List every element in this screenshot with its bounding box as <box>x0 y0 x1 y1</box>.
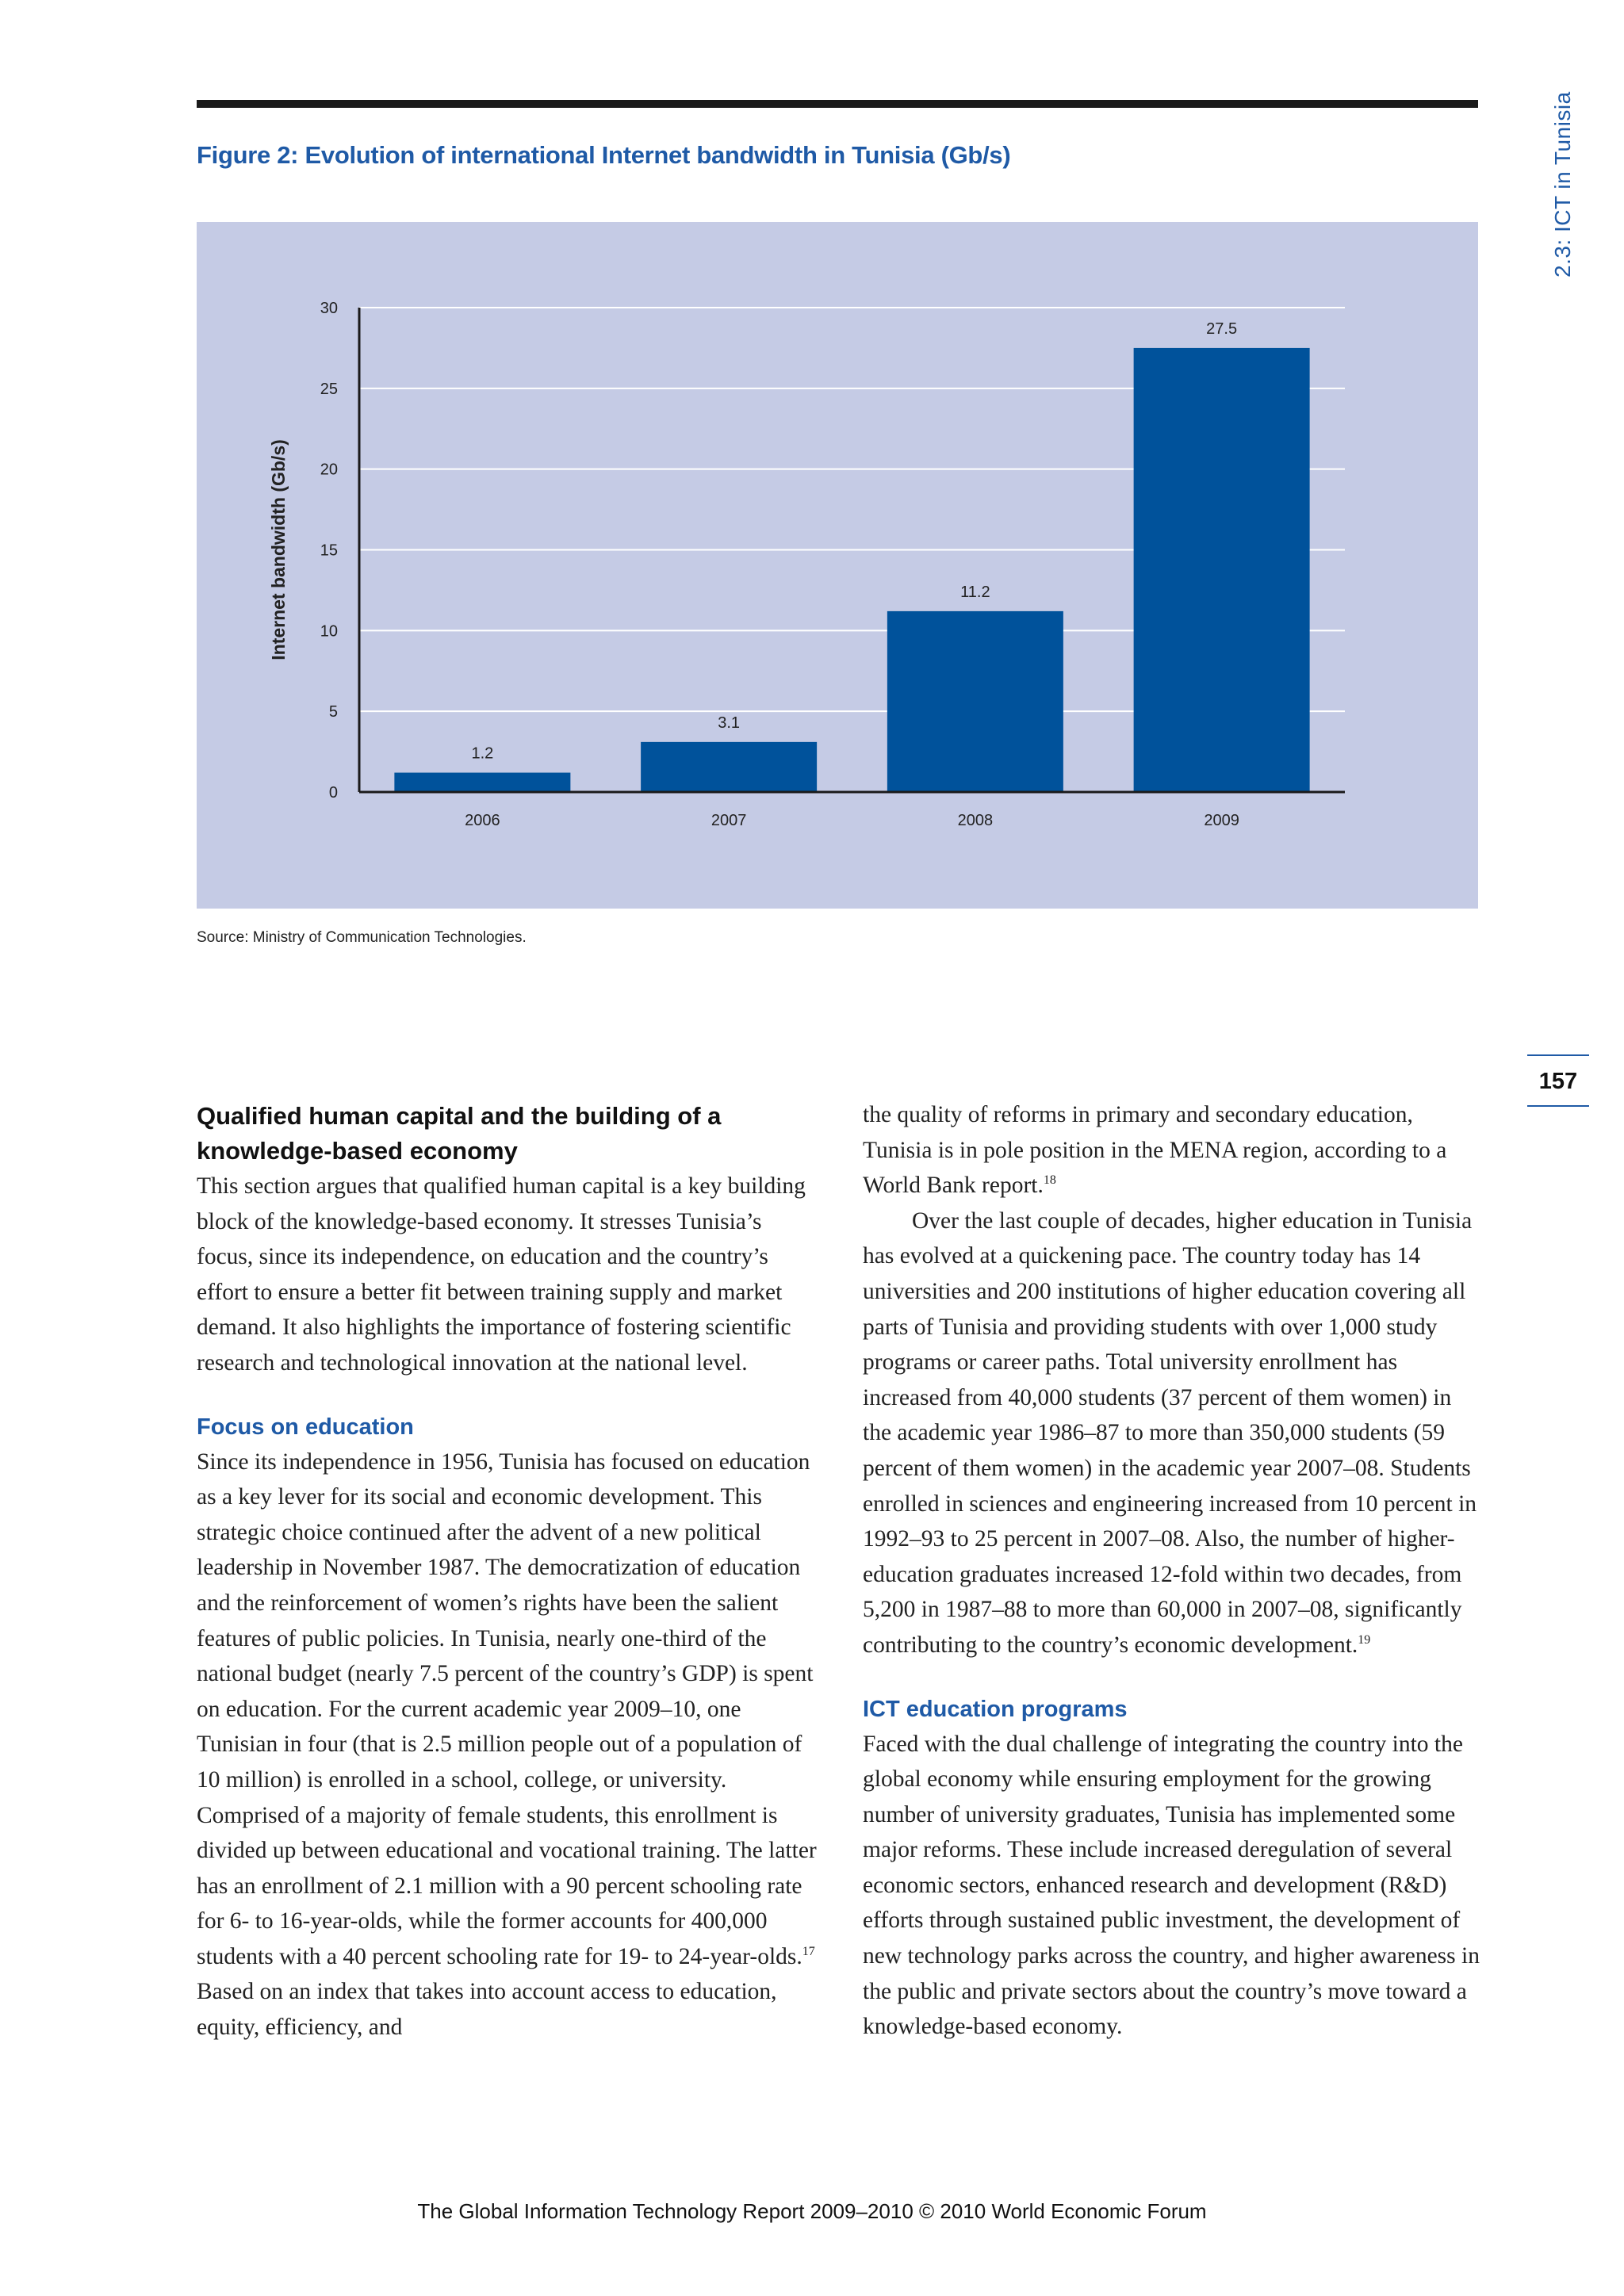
continued-text: the quality of reforms in primary and secondary education, Tunisia is in pole position in the MENA region, according to a World Bank report. <box>863 1102 1447 1199</box>
footnote-ref-18: 18 <box>1043 1173 1056 1188</box>
y-tick-label: 0 <box>328 784 338 802</box>
ict-education-paragraph: Faced with the dual challenge of integrating the country into the global economy while ensuring employment for the growing number of university graduates, Tunisia has implemented some major reforms. These include increased deregulation of several economic sectors, enhanced research and development (R&D) efforts through sustained public investment, the development of new technology parks across the country, and higher awareness in the public and private sectors about the country’s move toward a knowledge-based economy. <box>863 1731 1480 2040</box>
subhead-focus-on-education: Focus on education <box>197 1414 414 1440</box>
left-column <box>197 1099 817 2045</box>
education-paragraph <box>197 1445 817 2045</box>
figure-source: Source: Ministry of Communication Technologies. <box>197 929 527 946</box>
bar <box>641 742 817 792</box>
x-tick-label: 2009 <box>1204 812 1239 829</box>
footnote-ref-19: 19 <box>1358 1633 1371 1647</box>
bar <box>887 611 1063 792</box>
y-axis-title: Internet bandwidth (Gb/s) <box>268 439 289 660</box>
section-side-label: 2.3: ICT in Tunisia <box>1550 91 1575 277</box>
y-tick-label: 10 <box>320 622 338 641</box>
education-text-end: Based on an index that takes into account access to education, equity, efficiency, and <box>197 1979 777 2041</box>
y-tick-label: 5 <box>328 703 338 721</box>
y-tick-label: 30 <box>320 300 338 317</box>
higher-education-paragraph <box>863 1203 1481 1663</box>
page-footer: The Global Information Technology Report 2009–2010 © 2010 World Economic Forum <box>417 2199 1207 2223</box>
page-number: 157 <box>1538 1069 1578 1094</box>
x-tick-label: 2008 <box>957 812 994 829</box>
higher-education-text: Over the last couple of decades, higher education in Tunisia has evolved at a quickening pace. The country today has 14 universities and 200 institutions of higher education covering all parts of Tunisia and providing students with over 1,000 study programs or career paths. Total university enrollment has increased from 40,000 students (37 percent of them women) in the academic year 1986–87 to more than 350,000 students (59 percent of them women) in the academic year 2007–08. Students enrolled in sciences and engineering increased from 10 percent in 1992–93 to 25 percent in 2007–08. Also, the number of higher-education graduates increased 12-fold within two decades, from 5,200 in 1987–88 to more than 60,000 in 2007–08, significantly contributing to the country’s economic development. <box>863 1207 1477 1658</box>
page-number-rule-bottom <box>1527 1105 1589 1107</box>
right-column <box>863 1097 1481 2045</box>
y-tick-label: 15 <box>320 541 338 560</box>
continued-paragraph <box>863 1097 1481 1203</box>
x-tick-label: 2007 <box>710 812 747 829</box>
footnote-ref-17: 17 <box>802 1945 815 1959</box>
section-heading: Qualified human capital and the building of a knowledge-based economy <box>197 1102 722 1165</box>
intro-paragraph: This section argues that qualified human capital is a key building block of the knowledge-based economy. It stresses Tunisia’s focus, since its independence, on education and the country’s effort to ensure a better fit between training supply and market demand. It also highlights the importance of fostering scientific research and technological innovation at the national level. <box>197 1173 806 1376</box>
y-tick-label: 20 <box>320 461 338 479</box>
bar <box>1134 348 1310 792</box>
data-label: 3.1 <box>718 714 741 732</box>
data-label: 1.2 <box>471 744 494 763</box>
data-label: 11.2 <box>960 583 990 601</box>
figure-title: Figure 2: Evolution of international Internet bandwidth in Tunisia (Gb/s) <box>197 141 1011 169</box>
subhead-ict-education-programs: ICT education programs <box>863 1696 1128 1722</box>
bar <box>394 773 570 792</box>
y-tick-label: 25 <box>320 380 338 398</box>
education-text: Since its independence in 1956, Tunisia has focused on education as a key lever for its social and economic development. This strategic choice continued after the advent of a new political leadership in November 1987. The democratization of education and the reinforcement of women’s rights have been the salient features of public policies. In Tunisia, nearly one-third of the national budget (nearly 7.5 percent of the country’s GDP) is spent on education. For the current academic year 2009–10, one Tunisian in four (that is 2.5 million people out of a population of 10 million) is enrolled in a school, college, or university. Comprised of a majority of female students, this enrollment is divided up between educational and vocational training. The latter has an enrollment of 2.1 million with a 90 percent schooling rate for 6- to 16-year-olds, while the former accounts for 400,000 students with a 40 percent schooling rate for 19- to 24-year-olds. <box>197 1448 817 1969</box>
data-label: 27.5 <box>1206 320 1238 338</box>
top-rule <box>197 100 1478 108</box>
bandwidth-bar-chart <box>197 222 1478 909</box>
page-number-rule-top <box>1527 1054 1589 1056</box>
chart-panel <box>197 222 1478 909</box>
x-tick-label: 2006 <box>465 812 500 829</box>
